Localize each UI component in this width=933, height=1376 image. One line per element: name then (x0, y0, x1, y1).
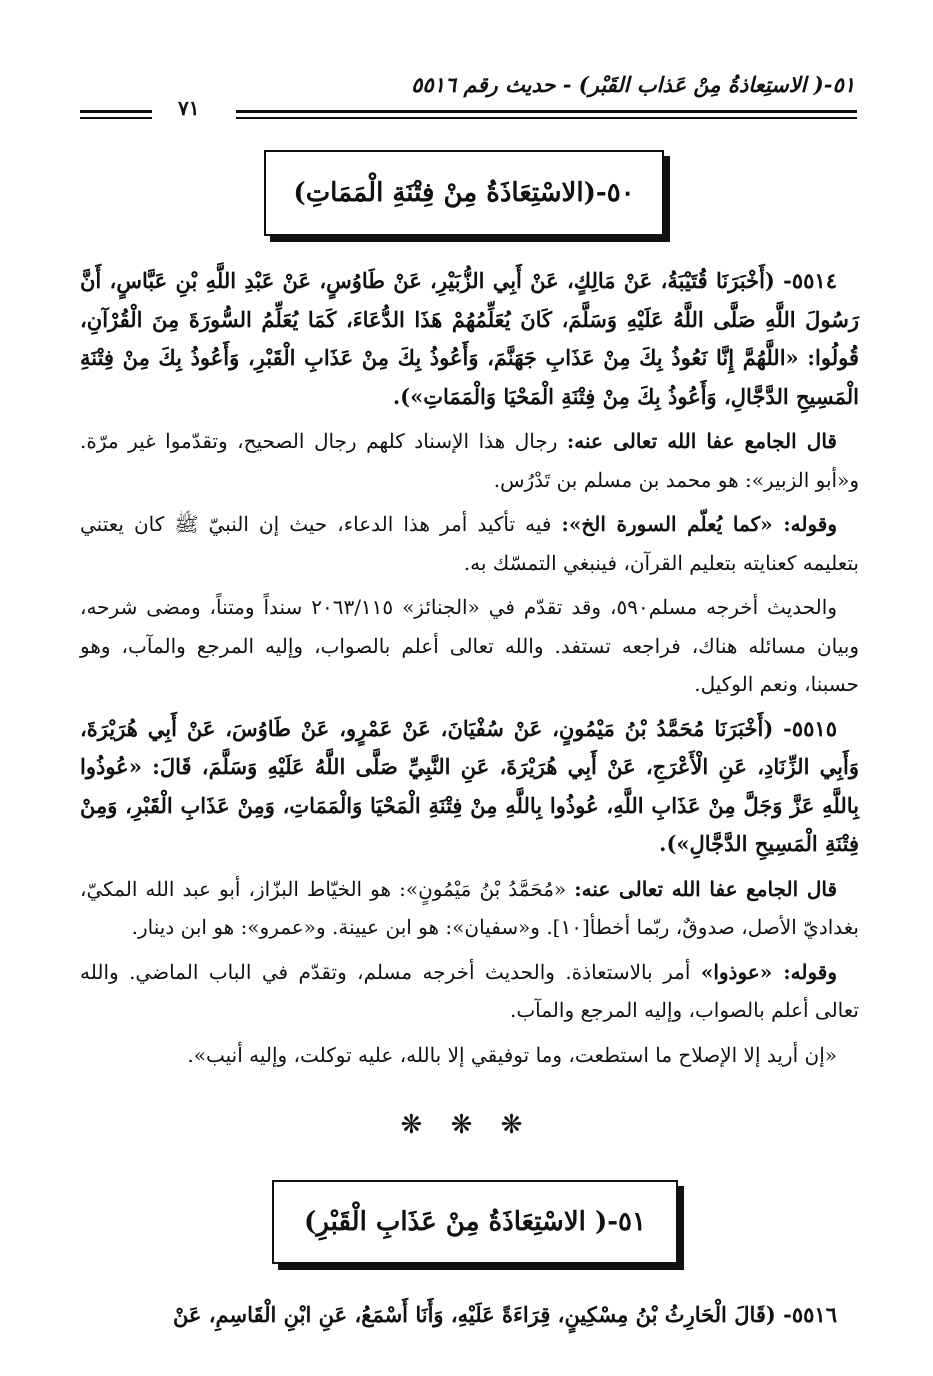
closing-quote: «إن أريد إلا الإصلاح ما استطعت، وما توفيقي إلا بالله، عليه توكلت، وإليه أنيب». (187, 1042, 837, 1067)
hadith-5515: ٥٥١٥- (أَخْبَرَنَا مُحَمَّدُ بْنُ مَيْمُونٍ، عَنْ سُفْيَانَ، عَنْ عَمْرٍو، عَنْ طَاوُسَ، عَنْ أَبِي هُرَيْرَةَ، وَأَبِي الزِّنَادِ، عَنِ الْأَعْرَجِ، عَنْ أَبِي هُرَيْرَةَ، عَنِ النَّبِيِّ صَلَّى اللَّهُ عَلَيْهِ وَسَلَّمَ، قَالَ: «عُوذُوا بِاللَّهِ عَزَّ وَجَلَّ مِنْ عَذَابِ اللَّهِ، عُوذُوا بِاللَّهِ مِنْ فِتْنَةِ الْمَحْيَا وَالْمَمَاتِ، وَمِنْ عَذَابِ الْقَبْرِ، وَمِنْ فِتْنَةِ الْمَسِيحِ الدَّجَّالِ»). (80, 715, 859, 856)
commentary-paragraph: والحديث أخرجه مسلم٥٩٠، وقد تقدّم في «الجنائز» ٢٠٦٣/١١٥ سنداً ومتناً، ومضى شرحه، وبيان مسائله هناك، فراجعه تستفد. والله تعالى أعلم بالصواب، وإليه المرجع والمآب، وهو حسبنا، ونعم الوكيل. (80, 595, 859, 696)
page-number: ٧١ (178, 96, 200, 120)
main-text-continued (80, 1296, 859, 1341)
commentary-paragraph: وقوله: «كما يُعلّم السورة الخ»: فيه تأكيد أمر هذا الدعاء، حيث إن النبيّ ﷺ كان يعتني بتعليمه كعنايته بتعليم القرآن، فينبغي التمسّك به. (80, 512, 859, 575)
header-rule-left (80, 110, 152, 113)
chapter-heading-50 (264, 150, 664, 236)
chapter-title-51: ٥١-( الاسْتِعَاذَةُ مِنْ عَذَابِ الْقَبْرِ) (304, 1207, 646, 1237)
header-rule-thin (236, 117, 857, 119)
chapter-heading-51 (272, 1180, 678, 1264)
commentary-paragraph: قال الجامع عفا الله تعالى عنه: رجال هذا الإسناد كلهم رجال الصحيح، وتقدّموا غير مرّة. و«أبو الزبير»: هو محمد بن مسلم بن تَدْرُس. (80, 429, 859, 492)
hadith-5516: ٥٥١٦- (قَالَ الْحَارِثُ بْنُ مِسْكِينٍ، قِرَاءَةً عَلَيْهِ، وَأَنَا أَسْمَعُ، عَنِ ابْنِ الْقَاسِمِ، عَنْ (172, 1302, 837, 1327)
header-rule (236, 110, 857, 113)
section-separator: ❋ ❋ ❋ (400, 1110, 533, 1140)
chapter-title-50: ٥٠-(الاسْتِعَاذَةُ مِنْ فِتْنَةِ الْمَمَاتِ) (293, 178, 635, 208)
main-text (80, 262, 859, 1080)
header-rule-left-thin (80, 117, 152, 119)
commentary-paragraph: قال الجامع عفا الله تعالى عنه: «مُحَمَّدُ بْنُ مَيْمُونٍ»: هو الخيّاط البزّاز، أبو عبد الله المكيّ، بغداديّ الأصل، صدوقٌ، ربّما أخطأ[١٠]. و«سفيان»: هو ابن عيينة. و«عمرو»: هو ابن دينار. (80, 876, 859, 939)
hadith-5514: ٥٥١٤- (أَخْبَرَنَا قُتَيْبَةُ، عَنْ مَالِكٍ، عَنْ أَبِي الزُّبَيْرِ، عَنْ طَاوُسٍ، عَنْ عَبْدِ اللَّهِ بْنِ عَبَّاسٍ، أَنَّ رَسُولَ اللَّهِ صَلَّى اللَّهُ عَلَيْهِ وَسَلَّمَ، كَانَ يُعَلِّمُهُمْ هَذَا الدُّعَاءَ، كَمَا يُعَلِّمُ السُّورَةَ مِنَ الْقُرْآنِ، قُولُوا: «اللَّهُمَّ إِنَّا نَعُوذُ بِكَ مِنْ عَذَابِ جَهَنَّمَ، وَأَعُوذُ بِكَ مِنْ عَذَابِ الْقَبْرِ، وَأَعُوذُ بِكَ مِنْ فِتْنَةِ الْمَسِيحِ الدَّجَّالِ، وَأَعُوذُ بِكَ مِنْ فِتْنَةِ الْمَحْيَا وَالْمَمَاتِ»). (80, 268, 859, 409)
commentary-paragraph: وقوله: «عوذوا» أمر بالاستعاذة. والحديث أخرجه مسلم، وتقدّم في الباب الماضي. والله تعالى أعلم بالصواب، وإليه المرجع والمآب. (80, 959, 859, 1022)
running-title: ٥١-( الاستِعاذةُ مِنْ عَذاب القَبْر) - حديث رقم ٥٥١٦ (411, 72, 855, 97)
